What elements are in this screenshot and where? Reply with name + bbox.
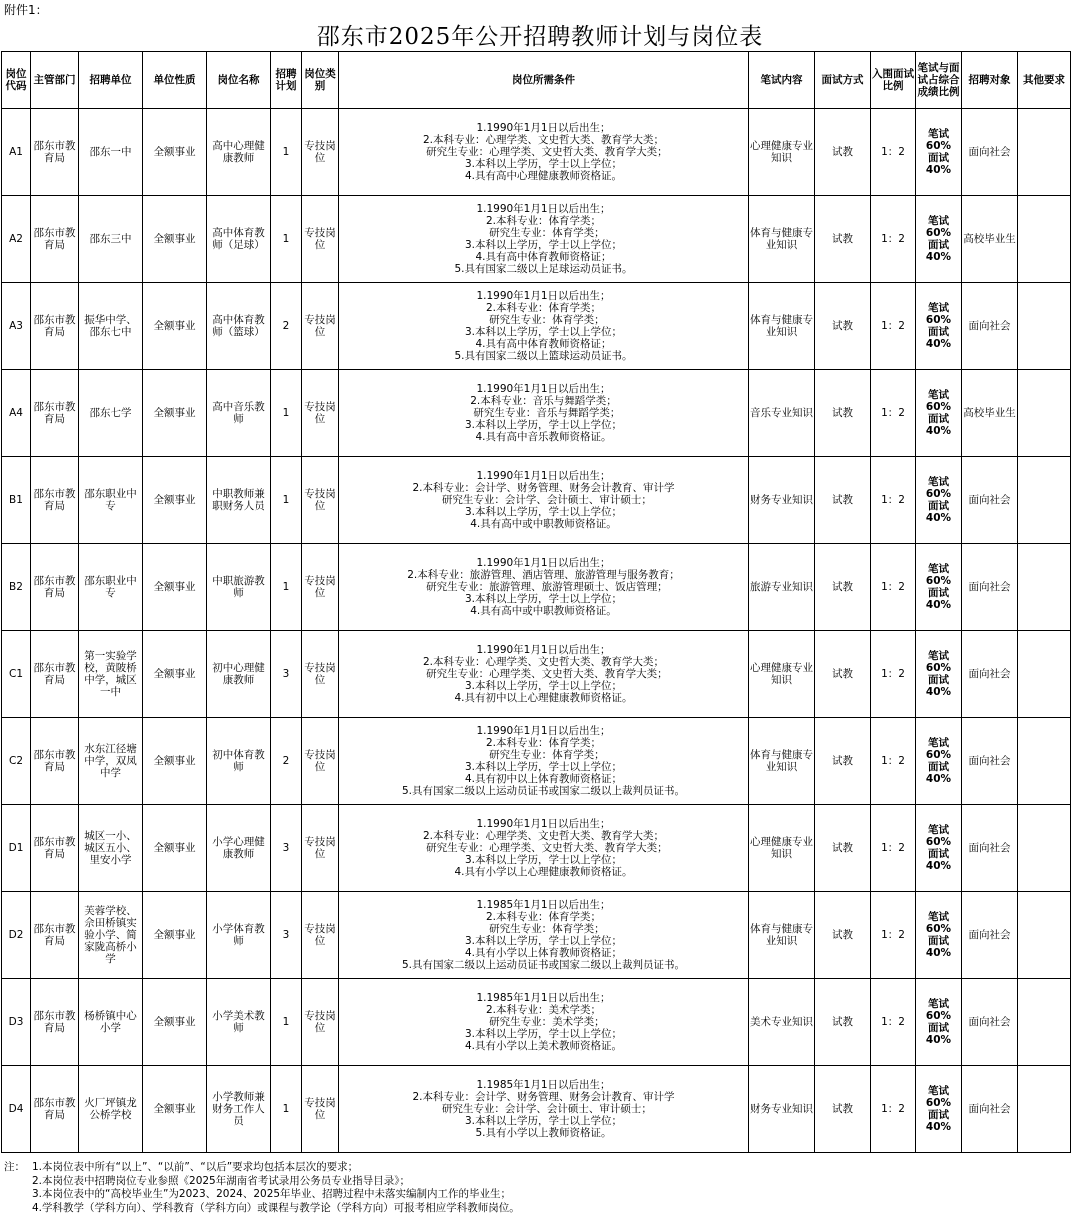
cell-interview-ratio: 1：2: [871, 805, 916, 892]
cell-written-content: 体育与健康专业知识: [749, 283, 815, 370]
cell-unit: 城区一小、城区五小、里安小学: [79, 805, 143, 892]
cell-other: [1018, 109, 1071, 196]
cell-conditions: 1.1990年1月1日以后出生； 2.本科专业：心理学类、文史哲大类、教育学大类； 研究生专业：心理学类、文史哲大类、教育学大类； 3.本科以上学历，学士以上学位； 4.具有初中以上心理健康教师资格证。: [339, 631, 749, 718]
cell-written-content: 财务专业知识: [749, 457, 815, 544]
cell-nature: 全额事业: [143, 805, 207, 892]
cell-written-content: 美术专业知识: [749, 979, 815, 1066]
cell-interview-ratio: 1：2: [871, 979, 916, 1066]
cell-position-name: 高中音乐教师: [207, 370, 271, 457]
cell-unit: 水东江径塘中学，双凤中学: [79, 718, 143, 805]
cell-written-content: 心理健康专业知识: [749, 109, 815, 196]
cell-category: 专技岗位: [302, 109, 339, 196]
cell-interview-method: 试教: [815, 892, 871, 979]
cell-target: 面向社会: [962, 109, 1018, 196]
table-row: [2, 457, 1071, 544]
cell-interview-method: 试教: [815, 283, 871, 370]
cell-interview-ratio: 1：2: [871, 718, 916, 805]
cell-category: 专技岗位: [302, 283, 339, 370]
cell-position-name: 中职旅游教师: [207, 544, 271, 631]
cell-interview-method: 试教: [815, 805, 871, 892]
cell-target: 面向社会: [962, 718, 1018, 805]
cell-unit: 火厂坪镇龙公桥学校: [79, 1066, 143, 1153]
cell-nature: 全额事业: [143, 1066, 207, 1153]
cell-unit: 邵东一中: [79, 109, 143, 196]
cell-conditions: 1.1990年1月1日以后出生； 2.本科专业：音乐与舞蹈学类； 研究生专业：音乐与舞蹈学类； 3.本科以上学历，学士以上学位； 4.具有高中音乐教师资格证。: [339, 370, 749, 457]
cell-category: 专技岗位: [302, 631, 339, 718]
cell-conditions: 1.1990年1月1日以后出生； 2.本科专业：心理学类、文史哲大类、教育学大类； 研究生专业：心理学类、文史哲大类、教育学大类； 3.本科以上学历，学士以上学位； 4.具有高中心理健康教师资格证。: [339, 109, 749, 196]
cell-other: [1018, 1066, 1071, 1153]
header-nature: 单位性质: [143, 52, 207, 109]
cell-score-weight: 笔试 60% 面试 40%: [916, 109, 962, 196]
cell-score-weight: 笔试 60% 面试 40%: [916, 1066, 962, 1153]
cell-interview-ratio: 1：2: [871, 631, 916, 718]
cell-interview-method: 试教: [815, 631, 871, 718]
cell-plan: 3: [271, 631, 302, 718]
cell-conditions: 1.1990年1月1日以后出生； 2.本科专业：心理学类、文史哲大类、教育学大类； 研究生专业：心理学类、文史哲大类、教育学大类； 3.本科以上学历，学士以上学位； 4.具有小学以上心理健康教师资格证。: [339, 805, 749, 892]
cell-interview-ratio: 1：2: [871, 196, 916, 283]
table-row: [2, 370, 1071, 457]
cell-plan: 1: [271, 196, 302, 283]
cell-interview-method: 试教: [815, 196, 871, 283]
cell-position-name: 初中心理健康教师: [207, 631, 271, 718]
cell-code: B1: [2, 457, 31, 544]
cell-conditions: 1.1990年1月1日以后出生； 2.本科专业：体育学类； 研究生专业：体育学类； 3.本科以上学历，学士以上学位； 4.具有高中体育教师资格证； 5.具有国家二级以上篮球运动员证书。: [339, 283, 749, 370]
cell-unit: 邵东职业中专: [79, 457, 143, 544]
header-dept: 主管部门: [31, 52, 79, 109]
cell-conditions: 1.1990年1月1日以后出生； 2.本科专业：会计学、财务管理、财务会计教育、审计学 研究生专业：会计学、会计硕士、审计硕士； 3.本科以上学历，学士以上学位； 4.具有高中或中职教师资格证。: [339, 457, 749, 544]
cell-interview-ratio: 1：2: [871, 370, 916, 457]
cell-code: D2: [2, 892, 31, 979]
cell-interview-method: 试教: [815, 544, 871, 631]
cell-interview-ratio: 1：2: [871, 544, 916, 631]
cell-target: 面向社会: [962, 631, 1018, 718]
cell-plan: 1: [271, 370, 302, 457]
position-table: [1, 51, 1071, 1153]
table-row: [2, 718, 1071, 805]
cell-position-name: 小学教师兼财务工作人员: [207, 1066, 271, 1153]
header-code: 岗位代码: [2, 52, 31, 109]
cell-written-content: 财务专业知识: [749, 1066, 815, 1153]
cell-other: [1018, 979, 1071, 1066]
cell-interview-ratio: 1：2: [871, 109, 916, 196]
cell-target: 面向社会: [962, 1066, 1018, 1153]
table-row: [2, 109, 1071, 196]
header-name: 岗位名称: [207, 52, 271, 109]
cell-interview-ratio: 1：2: [871, 892, 916, 979]
table-row: [2, 892, 1071, 979]
cell-dept: 邵东市教育局: [31, 1066, 79, 1153]
cell-target: 面向社会: [962, 892, 1018, 979]
cell-other: [1018, 805, 1071, 892]
header-ratio: 入围面试比例: [871, 52, 916, 109]
cell-nature: 全额事业: [143, 196, 207, 283]
page-title: 邵东市2025年公开招聘教师计划与岗位表: [316, 24, 764, 50]
cell-target: 面向社会: [962, 283, 1018, 370]
cell-category: 专技岗位: [302, 1066, 339, 1153]
cell-unit: 振华中学、邵东七中: [79, 283, 143, 370]
cell-target: 面向社会: [962, 457, 1018, 544]
cell-nature: 全额事业: [143, 283, 207, 370]
cell-written-content: 心理健康专业知识: [749, 631, 815, 718]
cell-category: 专技岗位: [302, 196, 339, 283]
cell-other: [1018, 370, 1071, 457]
cell-score-weight: 笔试 60% 面试 40%: [916, 805, 962, 892]
cell-dept: 邵东市教育局: [31, 196, 79, 283]
table-row: [2, 544, 1071, 631]
cell-dept: 邵东市教育局: [31, 370, 79, 457]
cell-plan: 1: [271, 544, 302, 631]
cell-dept: 邵东市教育局: [31, 892, 79, 979]
cell-other: [1018, 457, 1071, 544]
cell-unit: 邵东七学: [79, 370, 143, 457]
cell-dept: 邵东市教育局: [31, 283, 79, 370]
cell-category: 专技岗位: [302, 544, 339, 631]
cell-nature: 全额事业: [143, 979, 207, 1066]
attachment-label: 附件1：: [4, 3, 48, 17]
cell-plan: 1: [271, 457, 302, 544]
cell-nature: 全额事业: [143, 370, 207, 457]
cell-interview-method: 试教: [815, 718, 871, 805]
cell-conditions: 1.1985年1月1日以后出生； 2.本科专业：美术学类； 研究生专业：美术学类； 3.本科以上学历，学士以上学位； 4.具有小学以上美术教师资格证。: [339, 979, 749, 1066]
cell-position-name: 小学心理健康教师: [207, 805, 271, 892]
cell-position-name: 高中心理健康教师: [207, 109, 271, 196]
cell-dept: 邵东市教育局: [31, 631, 79, 718]
cell-written-content: 体育与健康专业知识: [749, 718, 815, 805]
cell-plan: 2: [271, 718, 302, 805]
cell-unit: 第一实验学校，黄陂桥中学，城区一中: [79, 631, 143, 718]
cell-category: 专技岗位: [302, 892, 339, 979]
header-unit: 招聘单位: [79, 52, 143, 109]
cell-conditions: 1.1990年1月1日以后出生； 2.本科专业：体育学类； 研究生专业：体育学类； 3.本科以上学历，学士以上学位； 4.具有高中体育教师资格证； 5.具有国家二级以上足球运动员证书。: [339, 196, 749, 283]
cell-nature: 全额事业: [143, 718, 207, 805]
cell-interview-method: 试教: [815, 979, 871, 1066]
cell-score-weight: 笔试 60% 面试 40%: [916, 283, 962, 370]
cell-written-content: 旅游专业知识: [749, 544, 815, 631]
cell-written-content: 音乐专业知识: [749, 370, 815, 457]
cell-code: D1: [2, 805, 31, 892]
cell-target: 面向社会: [962, 805, 1018, 892]
cell-unit: 芙蓉学校、佘田桥镇实验小学、简家陇高桥小学: [79, 892, 143, 979]
table-row: [2, 805, 1071, 892]
header-row: [2, 52, 1071, 109]
cell-score-weight: 笔试 60% 面试 40%: [916, 718, 962, 805]
header-other: 其他要求: [1018, 52, 1071, 109]
cell-nature: 全额事业: [143, 544, 207, 631]
cell-position-name: 中职教师兼职财务人员: [207, 457, 271, 544]
cell-target: 高校毕业生: [962, 196, 1018, 283]
cell-code: B2: [2, 544, 31, 631]
note-item: 4.学科教学（学科方向）、学科教育（学科方向）或课程与教学论（学科方向）可报考相应学科教师岗位。: [32, 1201, 520, 1214]
cell-interview-ratio: 1：2: [871, 457, 916, 544]
note-item: 2.本岗位表中招聘岗位专业参照《2025年湖南省考试录用公务员专业指导目录》；: [32, 1174, 410, 1187]
cell-code: D3: [2, 979, 31, 1066]
cell-conditions: 1.1985年1月1日以后出生； 2.本科专业：会计学、财务管理、财务会计教育、审计学 研究生专业：会计学、会计硕士、审计硕士； 3.本科以上学历，学士以上学位； 5.具有小学以上教师资格证。: [339, 1066, 749, 1153]
cell-category: 专技岗位: [302, 805, 339, 892]
cell-nature: 全额事业: [143, 457, 207, 544]
cell-dept: 邵东市教育局: [31, 457, 79, 544]
cell-position-name: 高中体育教师（篮球）: [207, 283, 271, 370]
cell-interview-method: 试教: [815, 457, 871, 544]
cell-category: 专技岗位: [302, 718, 339, 805]
cell-position-name: 小学体育教师: [207, 892, 271, 979]
table-row: [2, 631, 1071, 718]
cell-dept: 邵东市教育局: [31, 109, 79, 196]
cell-code: A2: [2, 196, 31, 283]
cell-conditions: 1.1990年1月1日以后出生； 2.本科专业：旅游管理、酒店管理、旅游管理与服务教育； 研究生专业：旅游管理、旅游管理硕士、饭店管理； 3.本科以上学历，学士以上学位； 4.具有高中或中职教师资格证。: [339, 544, 749, 631]
cell-plan: 3: [271, 805, 302, 892]
cell-dept: 邵东市教育局: [31, 805, 79, 892]
table-row: [2, 283, 1071, 370]
cell-score-weight: 笔试 60% 面试 40%: [916, 544, 962, 631]
note-item: 3.本岗位表中的“高校毕业生”为2023、2024、2025年毕业、招聘过程中未落实编制内工作的毕业生；: [32, 1188, 512, 1200]
header-written: 笔试内容: [749, 52, 815, 109]
cell-nature: 全额事业: [143, 109, 207, 196]
cell-code: A1: [2, 109, 31, 196]
cell-plan: 1: [271, 979, 302, 1066]
cell-other: [1018, 631, 1071, 718]
cell-other: [1018, 718, 1071, 805]
header-conditions: 岗位所需条件: [339, 52, 749, 109]
cell-plan: 1: [271, 1066, 302, 1153]
cell-category: 专技岗位: [302, 370, 339, 457]
cell-code: A3: [2, 283, 31, 370]
cell-nature: 全额事业: [143, 892, 207, 979]
cell-score-weight: 笔试 60% 面试 40%: [916, 196, 962, 283]
notes-label: 注：: [4, 1161, 25, 1173]
cell-category: 专技岗位: [302, 457, 339, 544]
cell-category: 专技岗位: [302, 979, 339, 1066]
cell-dept: 邵东市教育局: [31, 979, 79, 1066]
cell-interview-ratio: 1：2: [871, 1066, 916, 1153]
cell-position-name: 高中体育教师（足球）: [207, 196, 271, 283]
cell-code: C1: [2, 631, 31, 718]
header-weight: 笔试与面试占综合成绩比例: [916, 52, 962, 109]
cell-unit: 杨桥镇中心小学: [79, 979, 143, 1066]
cell-other: [1018, 283, 1071, 370]
cell-dept: 邵东市教育局: [31, 544, 79, 631]
notes: [4, 1161, 520, 1215]
cell-unit: 邵东职业中专: [79, 544, 143, 631]
cell-interview-method: 试教: [815, 1066, 871, 1153]
cell-other: [1018, 892, 1071, 979]
cell-conditions: 1.1985年1月1日以后出生； 2.本科专业：体育学类； 研究生专业：体育学类； 3.本科以上学历，学士以上学位； 4.具有小学以上体育教师资格证； 5.具有国家二级以上运动员证书或国家二级以上裁判员证书。: [339, 892, 749, 979]
cell-conditions: 1.1990年1月1日以后出生； 2.本科专业：体育学类； 研究生专业：体育学类； 3.本科以上学历，学士以上学位； 4.具有初中以上体育教师资格证； 5.具有国家二级以上运动员证书或国家二级以上裁判员证书。: [339, 718, 749, 805]
cell-plan: 2: [271, 283, 302, 370]
cell-target: 面向社会: [962, 979, 1018, 1066]
cell-code: C2: [2, 718, 31, 805]
header-plan: 招聘计划: [271, 52, 302, 109]
cell-other: [1018, 196, 1071, 283]
cell-interview-ratio: 1：2: [871, 283, 916, 370]
cell-dept: 邵东市教育局: [31, 718, 79, 805]
cell-unit: 邵东三中: [79, 196, 143, 283]
table-row: [2, 979, 1071, 1066]
cell-nature: 全额事业: [143, 631, 207, 718]
cell-other: [1018, 544, 1071, 631]
cell-position-name: 小学美术教师: [207, 979, 271, 1066]
cell-target: 面向社会: [962, 544, 1018, 631]
cell-plan: 3: [271, 892, 302, 979]
table-row: [2, 1066, 1071, 1153]
cell-position-name: 初中体育教师: [207, 718, 271, 805]
cell-score-weight: 笔试 60% 面试 40%: [916, 457, 962, 544]
cell-interview-method: 试教: [815, 109, 871, 196]
cell-written-content: 体育与健康专业知识: [749, 196, 815, 283]
cell-written-content: 体育与健康专业知识: [749, 892, 815, 979]
cell-plan: 1: [271, 109, 302, 196]
note-item: 1.本岗位表中所有“以上”、“以前”、“以后”要求均包括本层次的要求；: [32, 1161, 359, 1173]
table-row: [2, 196, 1071, 283]
cell-interview-method: 试教: [815, 370, 871, 457]
cell-written-content: 心理健康专业知识: [749, 805, 815, 892]
header-target: 招聘对象: [962, 52, 1018, 109]
cell-code: D4: [2, 1066, 31, 1153]
cell-score-weight: 笔试 60% 面试 40%: [916, 892, 962, 979]
cell-code: A4: [2, 370, 31, 457]
cell-score-weight: 笔试 60% 面试 40%: [916, 631, 962, 718]
cell-target: 高校毕业生: [962, 370, 1018, 457]
header-interview: 面试方式: [815, 52, 871, 109]
cell-score-weight: 笔试 60% 面试 40%: [916, 979, 962, 1066]
header-category: 岗位类别: [302, 52, 339, 109]
cell-score-weight: 笔试 60% 面试 40%: [916, 370, 962, 457]
